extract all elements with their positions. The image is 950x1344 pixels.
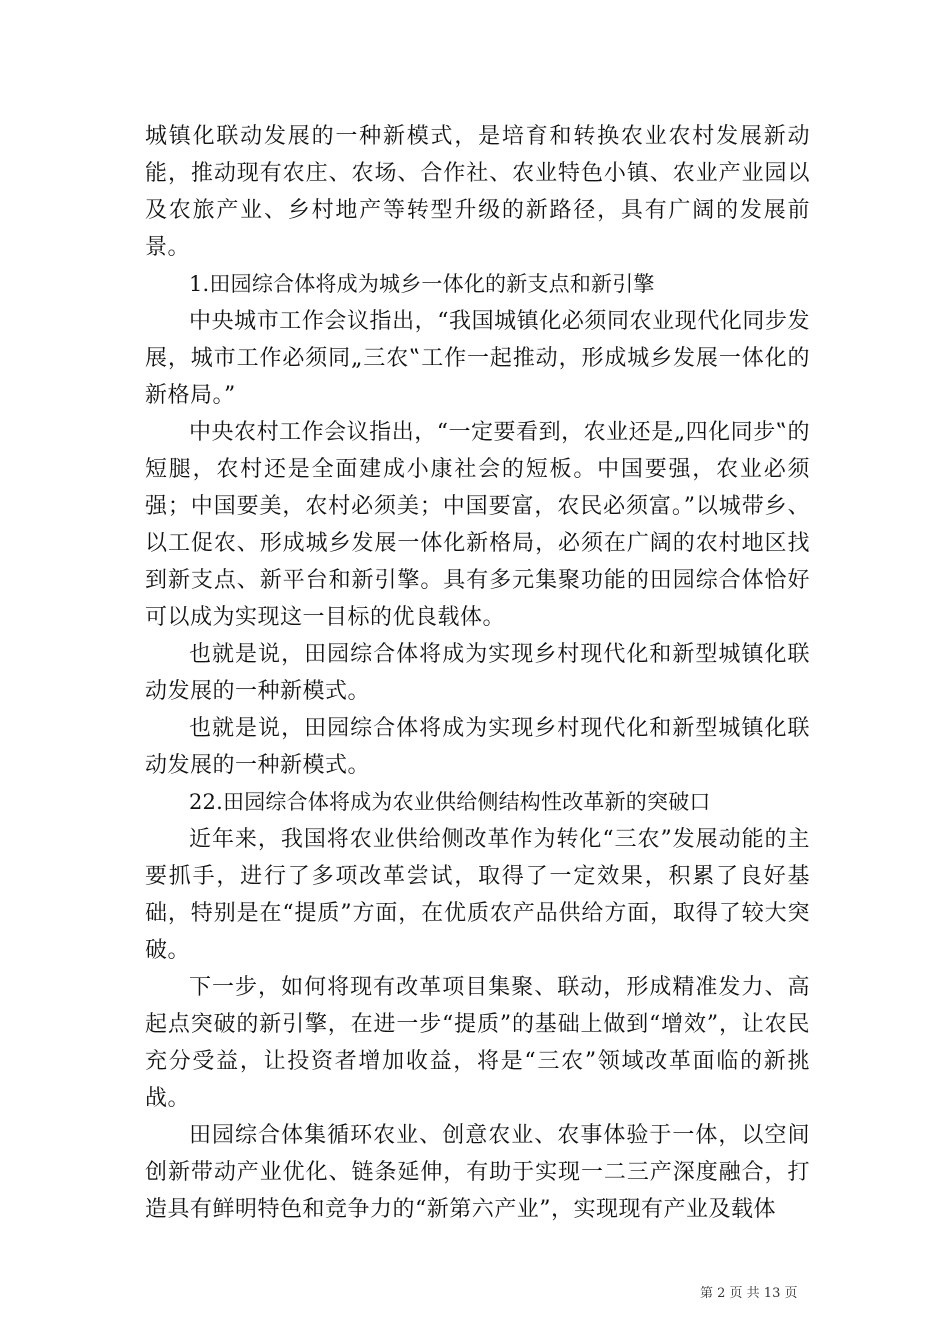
paragraph-urban-conference: 中央城市工作会议指出，“我国城镇化必须同农业现代化同步发展，城市工作必须同„三农‟工作一起推动，形成城乡发展一体化的新格局。” [145,309,810,408]
page-number: 第 2 页 共 13 页 [700,1286,798,1301]
section-heading-2: 22.田园综合体将成为农业供给侧结构性改革新的突破口 [189,790,711,814]
paragraph-supply-reform: 近年来，我国将农业供给侧改革作为转化“三农”发展动能的主要抓手，进行了多项改革尝试，取得了一定效果，积累了良好基础，特别是在“提质”方面，在优质农产品供给方面，取得了较大突破。 [145,827,810,963]
paragraph-summary-1: 也就是说，田园综合体将成为实现乡村现代化和新型城镇化联动发展的一种新模式。 [145,642,810,704]
paragraph-next-step: 下一步，如何将现有改革项目集聚、联动，形成精准发力、高起点突破的新引擎，在进一步“提质”的基础上做到“增效”，让农民充分受益，让投资者增加收益，将是“三农”领域改革面临的新挑战。 [145,975,810,1111]
document-body [145,118,810,1228]
paragraph-intro: 城镇化联动发展的一种新模式，是培育和转换农业农村发展新动能，推动现有农庄、农场、合作社、农业特色小镇、农业产业园以及农旅产业、乡村地产等转型升级的新路径，具有广阔的发展前景。 [145,124,810,260]
section-heading-1: 1.田园综合体将成为城乡一体化的新支点和新引擎 [189,272,655,296]
paragraph-complex-integration: 田园综合体集循环农业、创意农业、农事体验于一体，以空间创新带动产业优化、链条延伸，有助于实现一二三产深度融合，打造具有鲜明特色和竞争力的“新第六产业”，实现现有产业及载体 [145,1123,810,1222]
paragraph-rural-conference: 中央农村工作会议指出，“一定要看到，农业还是„四化同步‟的短腿，农村还是全面建成小康社会的短板。中国要强，农业必须强；中国要美，农村必须美；中国要富，农民必须富。”以城带乡、以工促农、形成城乡发展一体化新格局，必须在广阔的农村地区找到新支点、新平台和新引擎。具有多元集聚功能的田园综合体恰好可以成为实现这一目标的优良载体。 [145,420,810,630]
paragraph-summary-2: 也就是说，田园综合体将成为实现乡村现代化和新型城镇化联动发展的一种新模式。 [145,716,810,778]
